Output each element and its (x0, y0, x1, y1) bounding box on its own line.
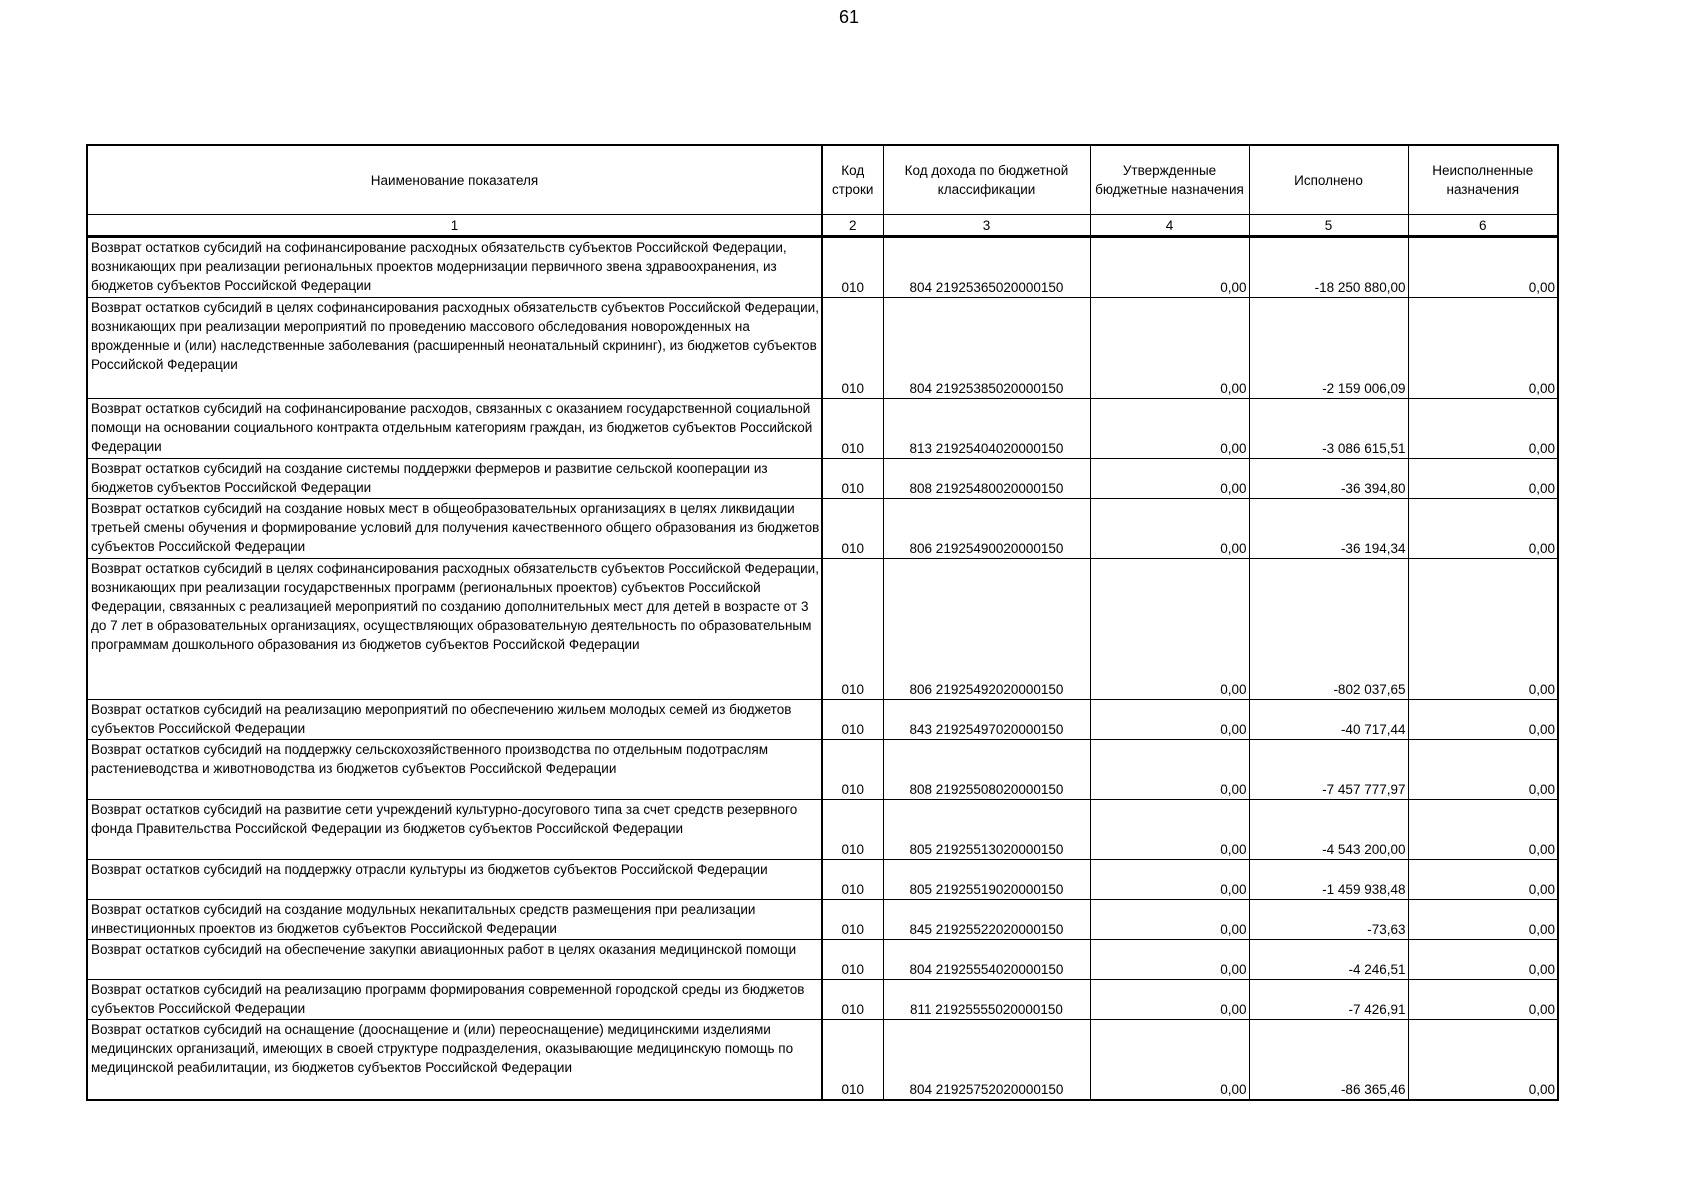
row-executed: -36 194,34 (1249, 499, 1408, 559)
table-row (87, 298, 1558, 399)
row-code: 010 (822, 559, 883, 700)
row-unexecuted: 0,00 (1408, 559, 1558, 700)
column-number-row (87, 215, 1558, 237)
row-kbk: 811 21925555020000150 (883, 980, 1090, 1020)
row-code: 010 (822, 740, 883, 800)
row-kbk: 804 21925365020000150 (883, 237, 1090, 298)
row-name: Возврат остатков субсидий в целях софинансирования расходных обязательств субъектов Российской Федерации, возникающих при реализации мероприятий по проведению массового обследования новорожденных на врожденные и (или) наследственные заболевания (расширенный неонатальный скрининг), из бюджетов субъектов Российской Федерации (87, 298, 822, 399)
column-number: 2 (822, 215, 883, 237)
row-kbk: 813 21925404020000150 (883, 399, 1090, 459)
row-kbk: 804 21925385020000150 (883, 298, 1090, 399)
row-kbk: 804 21925752020000150 (883, 1020, 1090, 1100)
row-name: Возврат остатков субсидий на поддержку отрасли культуры из бюджетов субъектов Российской Федерации (87, 860, 822, 900)
column-number: 3 (883, 215, 1090, 237)
table-row (87, 459, 1558, 499)
table-header (87, 145, 1558, 237)
row-approved: 0,00 (1090, 900, 1249, 940)
row-unexecuted: 0,00 (1408, 800, 1558, 860)
table-row (87, 237, 1558, 298)
column-number: 6 (1408, 215, 1558, 237)
row-unexecuted: 0,00 (1408, 900, 1558, 940)
column-number: 1 (87, 215, 822, 237)
row-name: Возврат остатков субсидий на реализацию мероприятий по обеспечению жильем молодых семей из бюджетов субъектов Российской Федерации (87, 700, 822, 740)
row-kbk: 808 21925480020000150 (883, 459, 1090, 499)
row-approved: 0,00 (1090, 740, 1249, 800)
row-name: Возврат остатков субсидий на создание модульных некапитальных средств размещения при реализации инвестиционных проектов из бюджетов субъектов Российской Федерации (87, 900, 822, 940)
row-unexecuted: 0,00 (1408, 399, 1558, 459)
row-name: Возврат остатков субсидий в целях софинансирования расходных обязательств субъектов Российской Федерации, возникающих при реализации государственных программ (региональных проектов) субъектов Российской Федерации, связанных с реализацией мероприятий по созданию дополнительных мест для детей в возрасте от 3 до 7 лет в образовательных организациях, осуществляющих образовательную деятельность по образовательным программам дошкольного образования из бюджетов субъектов Российской Федерации (87, 559, 822, 700)
row-code: 010 (822, 499, 883, 559)
row-name: Возврат остатков субсидий на поддержку сельскохозяйственного производства по отдельным подотраслям растениеводства и животноводства из бюджетов субъектов Российской Федерации (87, 740, 822, 800)
row-executed: -802 037,65 (1249, 559, 1408, 700)
row-name: Возврат остатков субсидий на обеспечение закупки авиационных работ в целях оказания медицинской помощи (87, 940, 822, 980)
row-code: 010 (822, 237, 883, 298)
row-approved: 0,00 (1090, 399, 1249, 459)
row-name: Возврат остатков субсидий на создание новых мест в общеобразовательных организациях в целях ликвидации третьей смены обучения и формирование условий для получения качественного общего образования из бюджетов субъектов Российской Федерации (87, 499, 822, 559)
row-approved: 0,00 (1090, 1020, 1249, 1100)
table-row (87, 860, 1558, 900)
row-kbk: 805 21925519020000150 (883, 860, 1090, 900)
row-unexecuted: 0,00 (1408, 740, 1558, 800)
table-row (87, 980, 1558, 1020)
header-executed: Исполнено (1249, 145, 1408, 215)
row-code: 010 (822, 700, 883, 740)
table-row (87, 700, 1558, 740)
row-name: Возврат остатков субсидий на реализацию программ формирования современной городской среды из бюджетов субъектов Российской Федерации (87, 980, 822, 1020)
row-code: 010 (822, 800, 883, 860)
row-approved: 0,00 (1090, 800, 1249, 860)
table-row (87, 800, 1558, 860)
header-name: Наименование показателя (87, 145, 822, 215)
row-kbk: 806 21925492020000150 (883, 559, 1090, 700)
row-unexecuted: 0,00 (1408, 940, 1558, 980)
row-code: 010 (822, 940, 883, 980)
row-executed: -40 717,44 (1249, 700, 1408, 740)
row-unexecuted: 0,00 (1408, 1020, 1558, 1100)
row-executed: -18 250 880,00 (1249, 237, 1408, 298)
row-executed: -1 459 938,48 (1249, 860, 1408, 900)
row-code: 010 (822, 860, 883, 900)
row-executed: -86 365,46 (1249, 1020, 1408, 1100)
row-name: Возврат остатков субсидий на создание системы поддержки фермеров и развитие сельской кооперации из бюджетов субъектов Российской Федерации (87, 459, 822, 499)
row-approved: 0,00 (1090, 940, 1249, 980)
row-executed: -2 159 006,09 (1249, 298, 1408, 399)
row-approved: 0,00 (1090, 459, 1249, 499)
header-code: Код строки (822, 145, 883, 215)
row-name: Возврат остатков субсидий на развитие сети учреждений культурно-досугового типа за счет средств резервного фонда Правительства Российской Федерации из бюджетов субъектов Российской Федерации (87, 800, 822, 860)
header-kbk: Код дохода по бюджетной классификации (883, 145, 1090, 215)
row-approved: 0,00 (1090, 499, 1249, 559)
header-approved: Утвержденные бюджетные назначения (1090, 145, 1249, 215)
row-kbk: 843 21925497020000150 (883, 700, 1090, 740)
table-row (87, 940, 1558, 980)
table-row (87, 1020, 1558, 1100)
row-unexecuted: 0,00 (1408, 298, 1558, 399)
page-number: 61 (838, 7, 860, 27)
row-approved: 0,00 (1090, 237, 1249, 298)
row-executed: -7 426,91 (1249, 980, 1408, 1020)
row-unexecuted: 0,00 (1408, 499, 1558, 559)
row-code: 010 (822, 980, 883, 1020)
row-name: Возврат остатков субсидий на софинансирование расходных обязательств субъектов Российской Федерации, возникающих при реализации региональных проектов модернизации первичного звена здравоохранения, из бюджетов субъектов Российской Федерации (87, 237, 822, 298)
row-code: 010 (822, 900, 883, 940)
row-kbk: 804 21925554020000150 (883, 940, 1090, 980)
row-code: 010 (822, 459, 883, 499)
row-kbk: 845 21925522020000150 (883, 900, 1090, 940)
row-executed: -4 246,51 (1249, 940, 1408, 980)
row-kbk: 805 21925513020000150 (883, 800, 1090, 860)
row-approved: 0,00 (1090, 559, 1249, 700)
row-approved: 0,00 (1090, 298, 1249, 399)
row-executed: -36 394,80 (1249, 459, 1408, 499)
table-row (87, 900, 1558, 940)
row-unexecuted: 0,00 (1408, 700, 1558, 740)
row-executed: -4 543 200,00 (1249, 800, 1408, 860)
table-body (87, 237, 1558, 1100)
row-approved: 0,00 (1090, 860, 1249, 900)
row-name: Возврат остатков субсидий на оснащение (дооснащение и (или) переоснащение) медицинскими изделиями медицинских организаций, имеющих в своей структуре подразделения, оказывающие медицинскую помощь по медицинской реабилитации, из бюджетов субъектов Российской Федерации (87, 1020, 822, 1100)
row-code: 010 (822, 298, 883, 399)
table-row (87, 559, 1558, 700)
row-unexecuted: 0,00 (1408, 860, 1558, 900)
row-approved: 0,00 (1090, 980, 1249, 1020)
column-number: 4 (1090, 215, 1249, 237)
budget-execution-table (86, 144, 1559, 1101)
header-row (87, 145, 1558, 215)
row-unexecuted: 0,00 (1408, 237, 1558, 298)
row-approved: 0,00 (1090, 700, 1249, 740)
row-name: Возврат остатков субсидий на софинансирование расходов, связанных с оказанием государственной социальной помощи на основании социального контракта отдельным категориям граждан, из бюджетов субъектов Российской Федерации (87, 399, 822, 459)
row-code: 010 (822, 399, 883, 459)
row-kbk: 808 21925508020000150 (883, 740, 1090, 800)
row-executed: -3 086 615,51 (1249, 399, 1408, 459)
row-code: 010 (822, 1020, 883, 1100)
row-unexecuted: 0,00 (1408, 980, 1558, 1020)
row-executed: -7 457 777,97 (1249, 740, 1408, 800)
row-unexecuted: 0,00 (1408, 459, 1558, 499)
table-row (87, 740, 1558, 800)
table-row (87, 499, 1558, 559)
row-kbk: 806 21925490020000150 (883, 499, 1090, 559)
header-unexecuted: Неисполненные назначения (1408, 145, 1558, 215)
row-executed: -73,63 (1249, 900, 1408, 940)
column-number: 5 (1249, 215, 1408, 237)
table-row (87, 399, 1558, 459)
